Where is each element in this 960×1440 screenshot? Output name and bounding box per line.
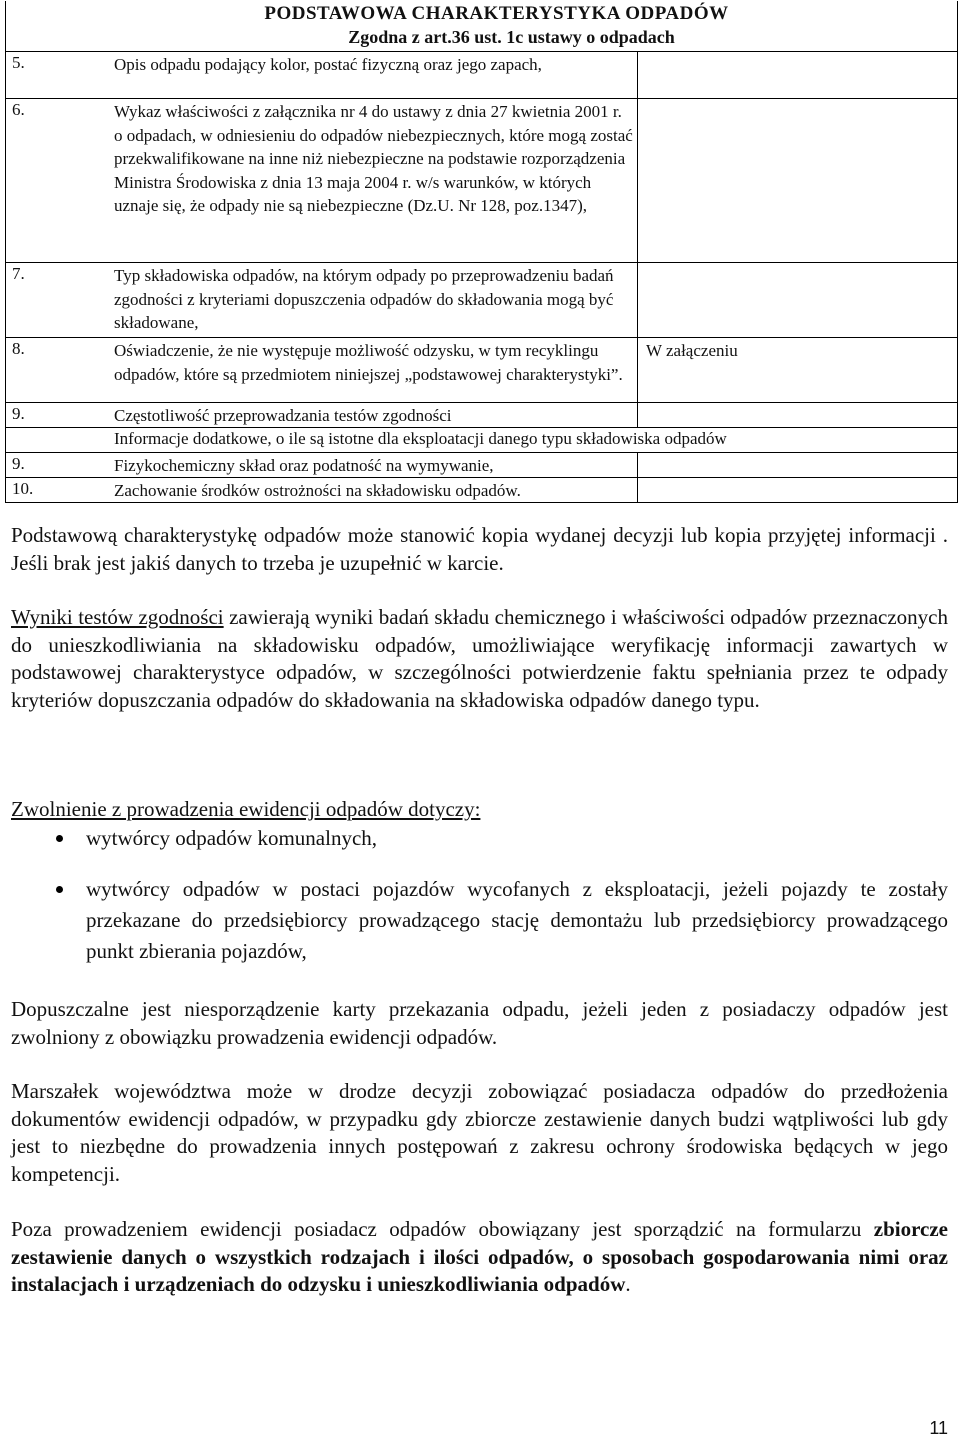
row-number: 8. xyxy=(12,339,25,358)
table-row xyxy=(5,452,958,477)
paragraph-summary-statement xyxy=(11,1216,948,1299)
bullet-icon xyxy=(56,886,63,893)
attachment-note: W załączeniu xyxy=(646,341,738,360)
column-divider xyxy=(637,99,638,262)
list-item xyxy=(11,823,948,854)
column-divider xyxy=(637,52,638,98)
column-divider xyxy=(637,478,638,502)
table-header xyxy=(5,1,958,51)
table-title: PODSTAWOWA CHARAKTERYSTYKA ODPADÓW xyxy=(264,3,729,24)
table-row xyxy=(5,427,958,452)
summary-lead-text: Poza prowadzeniem ewidencji posiadacz odpadów obowiązany jest sporządzić na formularzu xyxy=(11,1217,874,1241)
row-number: 7. xyxy=(12,264,25,283)
list-item-text: wytwórcy odpadów w postaci pojazdów wycofanych z eksploatacji, jeżeli pojazdy te zostały przekazane do przedsiębiorcy prowadzącego stację demontażu lub przedsiębiorcy prowadzącego punkt zbierania pojazdów, xyxy=(86,877,948,963)
exemption-heading-text: Zwolnienie z prowadzenia ewidencji odpadów dotyczy: xyxy=(11,797,481,821)
table-row xyxy=(5,337,958,402)
summary-end-text: . xyxy=(625,1272,631,1296)
table-row xyxy=(5,98,958,262)
paragraph-transfer-card: Dopuszczalne jest niesporządzenie karty przekazania odpadu, jeżeli jeden z posiadaczy odpadów jest zwolniony z obowiązku prowadzenia ewidencji odpadów. xyxy=(11,997,948,1049)
row-text: Częstotliwość przeprowadzania testów zgodności xyxy=(114,406,452,425)
list-item-text: wytwórcy odpadów komunalnych, xyxy=(86,826,378,850)
column-divider xyxy=(637,453,638,477)
table-row xyxy=(5,51,958,98)
row-number: 10. xyxy=(12,479,34,498)
row-text: Wykaz właściwości z załącznika nr 4 do ustawy z dnia 27 kwietnia 2001 r. o odpadach, w odniesieniu do odpadów niebezpiecznych, które mogą zostać przekwalifikowane na inne niż niebezpieczne na podstawie rozporządzenia Ministra Środowiska z dnia 13 maja 2004 r. w/s warunków, w których uznaje się, że odpady nie są niebezpieczne (Dz.U. Nr 128, poz.1347), xyxy=(114,102,633,215)
paragraph-basic-characteristics: Podstawową charakterystykę odpadów może stanowić kopia wydanej decyzji lub kopia przyjętej informacji . Jeśli brak jest jakiś danych to trzeba je uzupełnić w karcie. xyxy=(11,523,948,575)
row-number: 5. xyxy=(12,53,25,72)
row-text: Fizykochemiczny skład oraz podatność na wymywanie, xyxy=(114,456,494,475)
column-divider xyxy=(637,263,638,337)
paragraph-marshal-decision: Marszałek województwa może w drodze decyzji zobowiązać posiadacza odpadów do przedłożenia dokumentów ewidencji odpadów, w przypadku gdy zbiorcze zestawienie danych budzi wątpliwości lub gdy jest to niezbędne do prowadzenia innych postępowań z zakresu ochrony środowiska będących w jego kompetencji. xyxy=(11,1079,948,1186)
exemption-heading xyxy=(11,796,948,824)
exemption-list xyxy=(11,823,948,967)
row-number: 9. xyxy=(12,454,25,473)
compliance-tests-term: Wyniki testów zgodności xyxy=(11,605,224,629)
summary-bold-text: zbiorcze zestawienie danych o wszystkich rodzajach i ilości odpadów, o sposobach gospodarowania nimi oraz instalacjach i urządzeniach do odzysku i unieszkodliwiania odpadów xyxy=(11,1217,948,1296)
row-text: Oświadczenie, że nie występuje możliwość odzysku, w tym recyklingu odpadów, które są przedmiotem niniejszej „podstawowej charakterystyki”. xyxy=(114,341,623,384)
table-row xyxy=(5,402,958,427)
row-text: Opis odpadu podający kolor, postać fizyczną oraz jego zapach, xyxy=(114,55,542,74)
row-number: 6. xyxy=(12,100,25,119)
table-row xyxy=(5,262,958,337)
additional-info-heading: Informacje dodatkowe, o ile są istotne dla eksploatacji danego typu składowiska odpadów xyxy=(114,429,727,448)
page-number: 11 xyxy=(929,1418,948,1438)
list-item xyxy=(11,874,948,967)
column-divider xyxy=(637,403,638,427)
row-text: Zachowanie środków ostrożności na składowisku odpadów. xyxy=(114,481,521,500)
waste-characteristics-table xyxy=(5,1,958,503)
row-text: Typ składowiska odpadów, na którym odpady po przeprowadzeniu badań zgodności z kryteriami dopuszczenia odpadów do składowania mogą być składowane, xyxy=(114,266,614,332)
bullet-icon xyxy=(56,835,63,842)
row-number: 9. xyxy=(12,404,25,423)
table-subtitle: Zgodna z art.36 ust. 1c ustawy o odpadach xyxy=(348,27,675,47)
table-row xyxy=(5,477,958,503)
column-divider xyxy=(637,338,638,402)
compliance-tests-text: zawierają wyniki badań składu chemicznego i właściwości odpadów przeznaczonych do unieszkodliwiania na składowisku odpadów, umożliwiające weryfikację informacji zawartych w podstawowej charakterystyce odpadów, w szczególności potwierdzenie faktu spełniania przez te odpady kryteriów dopuszczania odpadów do składowania na składowiska odpadów danego typu. xyxy=(11,605,948,712)
paragraph-compliance-tests xyxy=(11,604,948,714)
